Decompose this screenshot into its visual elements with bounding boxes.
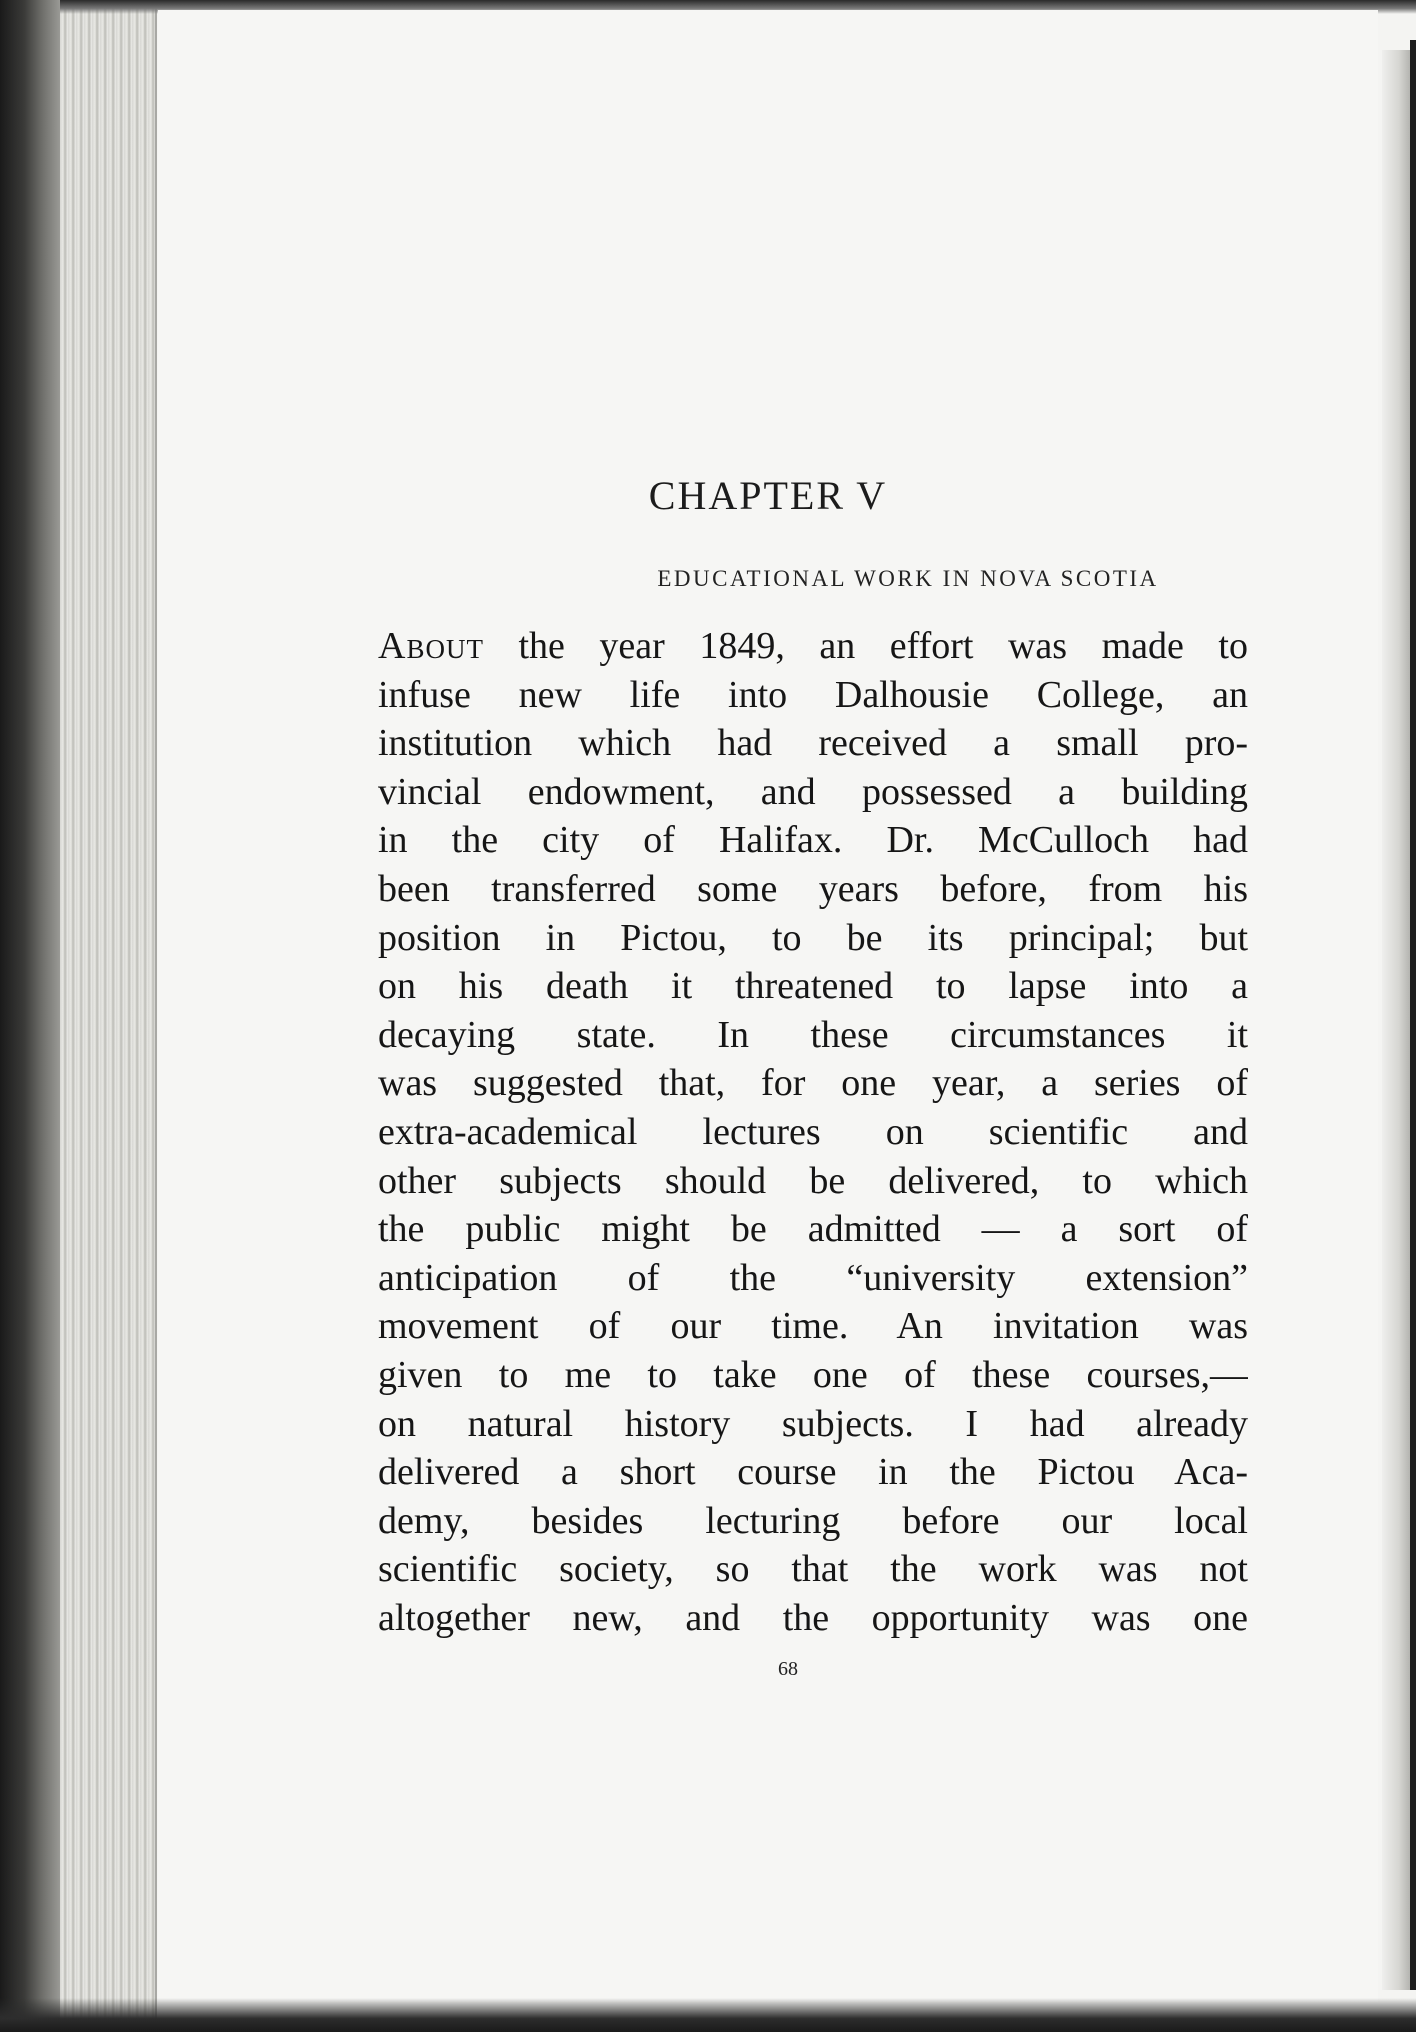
- text-line: the public might be admitted — a sort of: [378, 1208, 1248, 1251]
- text-line: decaying state. In these circumstances it: [378, 1013, 1248, 1056]
- text-line: given to me to take one of these courses,—: [378, 1353, 1248, 1396]
- text-line: institution which had received a small pro-: [378, 722, 1248, 765]
- bottom-dark-band: [0, 1998, 1416, 2032]
- text-line: on his death it threatened to lapse into a: [378, 965, 1248, 1008]
- text-line: in the city of Halifax. Dr. McCulloch had: [378, 819, 1248, 862]
- page-edges: [60, 0, 157, 2032]
- text-line: scientific society, so that the work was not: [378, 1548, 1248, 1591]
- chapter-subtitle: EDUCATIONAL WORK IN NOVA SCOTIA: [657, 566, 1159, 591]
- text-line-rest: the year 1849, an effort was made to: [483, 625, 1248, 667]
- text-line: infuse new life into Dalhousie College, an: [378, 673, 1248, 716]
- page-number: 68: [778, 1658, 798, 1680]
- first-word: About: [378, 625, 484, 667]
- text-line: movement of our time. An invitation was: [378, 1305, 1248, 1348]
- chapter-title: [158, 472, 1378, 519]
- text-line: was suggested that, for one year, a series of: [378, 1062, 1248, 1105]
- text-line: demy, besides lecturing before our local: [378, 1499, 1248, 1542]
- book-page: [158, 10, 1378, 2002]
- text-line: on natural history subjects. I had already: [378, 1402, 1248, 1445]
- text-line: anticipation of the “university extension”: [378, 1256, 1248, 1299]
- text-line: delivered a short course in the Pictou Aca-: [378, 1451, 1248, 1494]
- right-dark-gap: [1410, 40, 1416, 1990]
- text-line: other subjects should be delivered, to which: [378, 1159, 1248, 1202]
- text-line: [378, 622, 1248, 671]
- book-spine: [0, 0, 60, 2032]
- text-line: position in Pictou, to be its principal; but: [378, 916, 1248, 959]
- text-line: extra-academical lectures on scientific and: [378, 1110, 1248, 1153]
- text-line: vincial endowment, and possessed a building: [378, 770, 1248, 813]
- text-line: been transferred some years before, from his: [378, 867, 1248, 910]
- text-line: altogether new, and the opportunity was one: [378, 1596, 1248, 1639]
- right-page-edge: [1382, 50, 1410, 1990]
- chapter-title-text: CHAPTER V: [648, 473, 888, 518]
- body-text: [378, 622, 1248, 1642]
